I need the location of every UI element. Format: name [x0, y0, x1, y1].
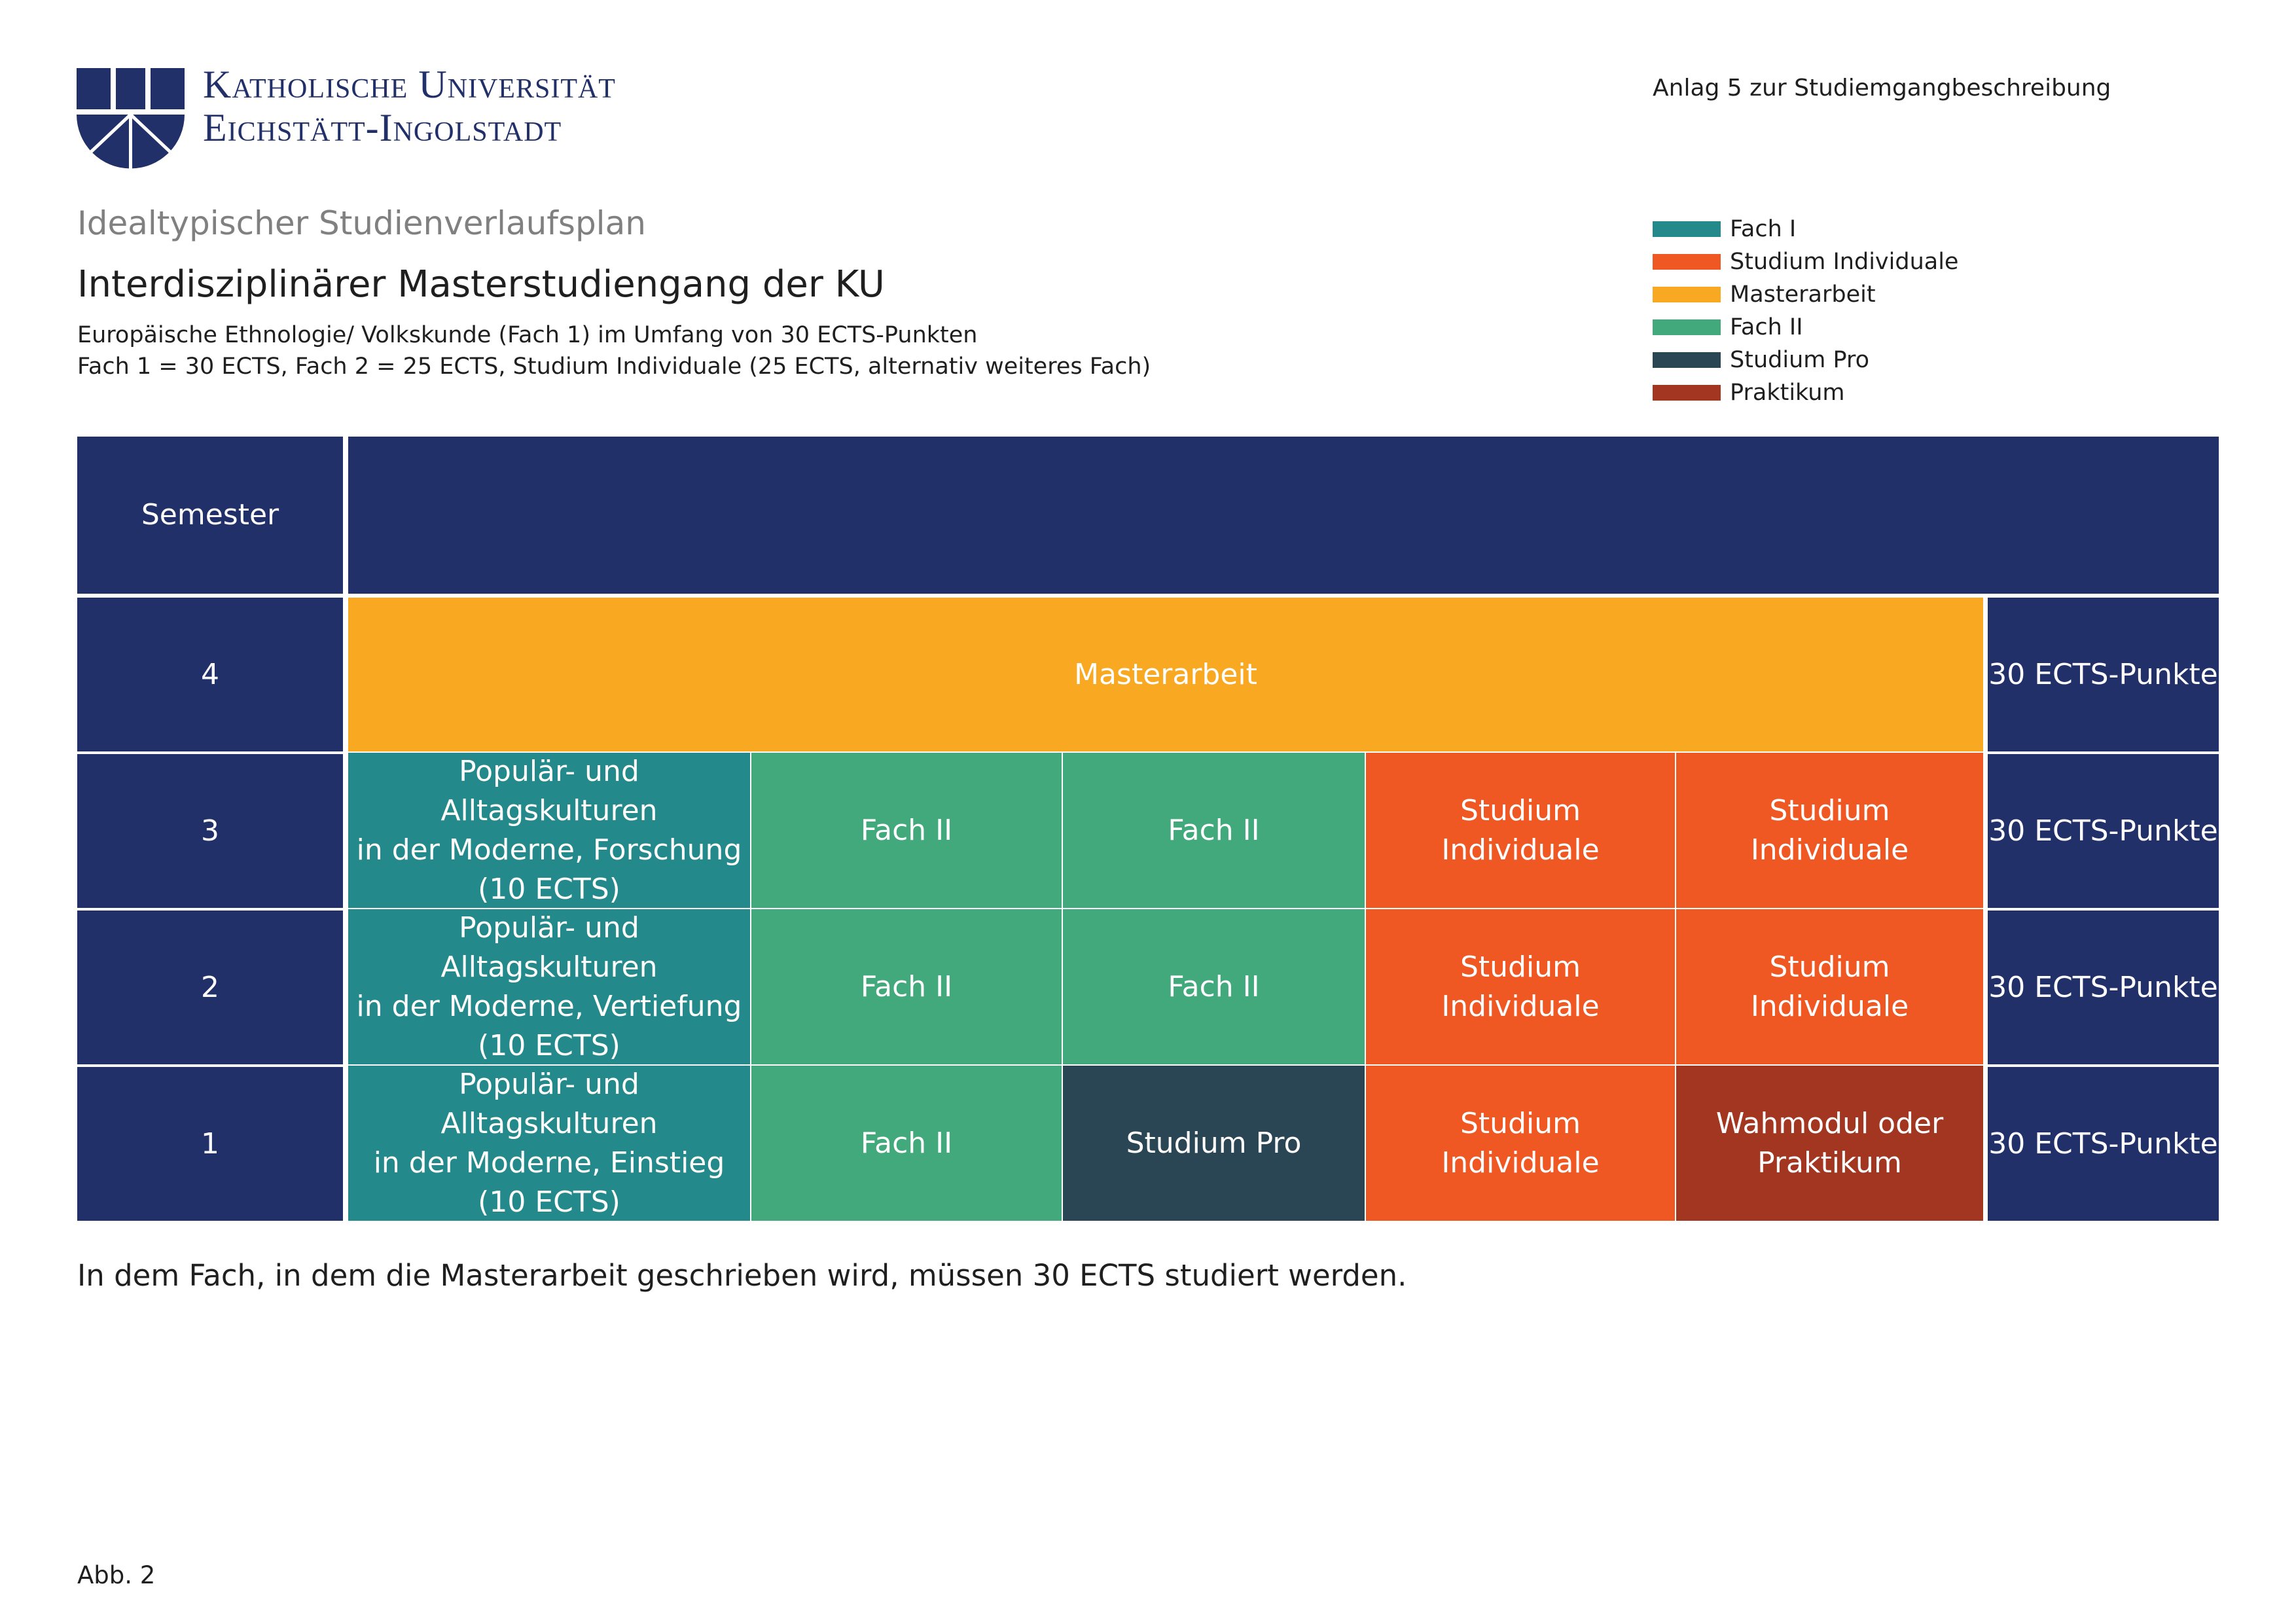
module-line: Populär- und Alltagskulturen — [440, 754, 658, 827]
legend-swatch — [1653, 319, 1721, 335]
legend-swatch — [1653, 287, 1721, 302]
legend-label: Studium Pro — [1730, 347, 1869, 373]
fach-1-vertiefung-cell — [348, 909, 750, 1064]
semester-number: 1 — [201, 1127, 219, 1161]
fach-2-cell — [751, 909, 1062, 1064]
legend-label: Praktikum — [1730, 380, 1845, 406]
page-title: Interdisziplinärer Masterstudiengang der KU — [77, 263, 885, 306]
legend-item — [1653, 311, 2111, 344]
ects-label: 30 ECTS-Punkte — [1988, 657, 2218, 691]
module-label: Fach II — [860, 1126, 953, 1160]
description-line-2: Fach 1 = 30 ECTS, Fach 2 = 25 ECTS, Studium Individuale (25 ECTS, alternativ weiteres Fach) — [77, 353, 1151, 380]
fach-2-cell — [751, 1066, 1062, 1221]
legend-item — [1653, 245, 2111, 278]
module-line: Individuale — [1441, 989, 1600, 1023]
semester-3-number — [77, 753, 343, 908]
university-name-line1: Katholische Universität — [203, 63, 616, 106]
fach-1-einstieg-cell — [348, 1066, 750, 1221]
semester-2-number — [77, 909, 343, 1064]
wahlmodul-praktikum-cell — [1676, 1066, 1983, 1221]
plan-subtitle: Idealtypischer Studienverlaufsplan — [77, 204, 646, 242]
university-name — [203, 63, 616, 149]
module-line: in der Moderne, Vertiefung — [356, 989, 742, 1023]
description-line-1: Europäische Ethnologie/ Volkskunde (Fach 1) im Umfang von 30 ECTS-Punkten — [77, 322, 978, 348]
annex-label: Anlag 5 zur Studiemgangbeschreibung — [1653, 75, 2111, 101]
module-line: (10 ECTS) — [478, 1185, 620, 1219]
semester-1-ects — [1988, 1066, 2219, 1221]
module-line: Populär- und Alltagskulturen — [440, 1067, 658, 1140]
semester-3-ects — [1988, 753, 2219, 908]
studium-pro-cell — [1063, 1066, 1365, 1221]
legend-label: Fach I — [1730, 216, 1797, 242]
semester-number: 4 — [201, 657, 219, 691]
module-line: (10 ECTS) — [478, 1028, 620, 1062]
legend-item — [1653, 278, 2111, 311]
semester-1-number — [77, 1066, 343, 1221]
fach-2-cell — [1063, 753, 1365, 908]
university-name-line2: Eichstätt-Ingolstadt — [203, 106, 562, 149]
legend-item — [1653, 344, 2111, 376]
legend-label: Fach II — [1730, 314, 1803, 340]
module-label: Fach II — [860, 813, 953, 847]
fach-2-cell — [751, 753, 1062, 908]
module-line: Studium — [1460, 950, 1581, 984]
semester-4-number — [77, 598, 343, 751]
module-label: Fach II — [1168, 813, 1260, 847]
module-label: Studium Pro — [1126, 1126, 1302, 1160]
module-line: Studium — [1460, 1106, 1581, 1140]
legend-swatch — [1653, 254, 1721, 270]
figure-label: Abb. 2 — [77, 1561, 156, 1589]
module-line: Individuale — [1750, 989, 1909, 1023]
semester-header-cell — [77, 437, 343, 594]
module-line: Populär- und Alltagskulturen — [440, 911, 658, 984]
module-line: Individuale — [1750, 833, 1909, 867]
module-line: (10 ECTS) — [478, 872, 620, 906]
masterarbeit-label: Masterarbeit — [1074, 657, 1257, 691]
studium-individuale-cell — [1366, 909, 1675, 1064]
module-label: Fach II — [1168, 969, 1260, 1003]
module-line: Studium — [1769, 793, 1890, 827]
semester-2-ects — [1988, 909, 2219, 1064]
module-line: Individuale — [1441, 1146, 1600, 1180]
ects-label: 30 ECTS-Punkte — [1988, 970, 2218, 1004]
studium-individuale-cell — [1366, 1066, 1675, 1221]
footnote: In dem Fach, in dem die Masterarbeit geschrieben wird, müssen 30 ECTS studiert werden. — [77, 1258, 1407, 1293]
fach-1-forschung-cell — [348, 753, 750, 908]
masterarbeit-cell — [348, 598, 1983, 751]
studium-individuale-cell — [1366, 753, 1675, 908]
studium-individuale-cell — [1676, 909, 1983, 1064]
legend-swatch — [1653, 385, 1721, 401]
module-line: Praktikum — [1757, 1146, 1902, 1180]
semester-4-ects — [1988, 598, 2219, 751]
legend-swatch — [1653, 352, 1721, 368]
module-line: Studium — [1460, 793, 1581, 827]
legend-item — [1653, 213, 2111, 245]
module-line: in der Moderne, Forschung — [356, 833, 742, 867]
semester-number: 2 — [201, 970, 219, 1004]
legend-swatch — [1653, 221, 1721, 237]
legend-item — [1653, 376, 2111, 409]
legend — [1653, 213, 2111, 409]
ects-label: 30 ECTS-Punkte — [1988, 814, 2218, 848]
module-line: Studium — [1769, 950, 1890, 984]
semester-number: 3 — [201, 814, 219, 848]
legend-label: Masterarbeit — [1730, 281, 1876, 308]
module-line: Individuale — [1441, 833, 1600, 867]
ects-label: 30 ECTS-Punkte — [1988, 1127, 2218, 1161]
module-label: Fach II — [860, 969, 953, 1003]
studium-individuale-cell — [1676, 753, 1983, 908]
module-line: Wahmodul oder — [1715, 1106, 1944, 1140]
fach-2-cell — [1063, 909, 1365, 1064]
semester-header-label: Semester — [141, 498, 279, 532]
university-logo — [77, 68, 185, 171]
legend-label: Studium Individuale — [1730, 249, 1959, 275]
header-band — [348, 437, 2219, 594]
module-line: in der Moderne, Einstieg — [373, 1146, 725, 1180]
